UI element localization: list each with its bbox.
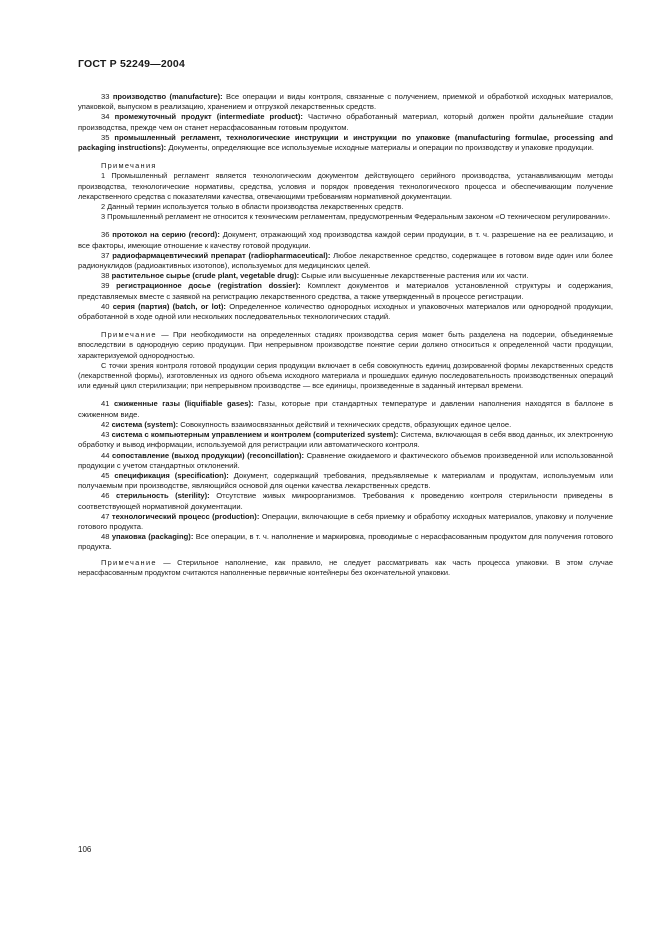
notes-heading: Примечания: [101, 161, 157, 171]
note-item-2: 2 Данный термин используется только в области производства лекарственных средств.: [101, 202, 404, 212]
term-entry-40: 40 серия (партия) (batch, or lot): Определенное количество однородных исходных и упаковочных материалов или однородной продукции, обработанной в ходе одной или нескольких последовательных технологических стадий.: [78, 301, 613, 322]
term-name: система (system):: [111, 419, 179, 429]
term-name: регистрационное досье (registration dossier):: [116, 281, 301, 291]
page-body: [78, 92, 613, 578]
term-entry-45: 45 спецификация (specification): Документ, содержащий требования, предъявляемые к материалам и продуктам, используемым или получаемым при производстве, являющийся основой для оценки качества лекарственных средств.: [78, 470, 613, 491]
term-name: радиофармацевтический препарат (radiopharmaceutical):: [112, 250, 331, 260]
term-definition: Все операции, в т. ч. наполнение и маркировка, проводимые с нерасфасованным продуктом для получения готового продукта.: [78, 532, 613, 552]
term-name: спецификация (specification):: [114, 470, 229, 480]
term-entry-34: 34 промежуточный продукт (intermediate product): Частично обработанный материал, который должен пройти дальнейшие стадии производства, прежде чем он станет нерасфасованным готовым продуктом.: [78, 112, 613, 132]
note-text: — При необходимости на определенных стадиях производства серия может быть разделена на подсерии, объединяемые впоследствии в однородную серию продукции. При непрерывном производстве понятие серии должно относиться к определенной части продукции, характеризуемой однородностью.: [78, 330, 613, 360]
term-name: система с компьютерным управлением и контролем (computerized system):: [111, 430, 399, 440]
term-definition: Отсутствие живых микроорганизмов. Требования к проведению контроля стерильности приведены в соответствующей нормативной документации.: [78, 491, 613, 511]
term-name: протокол на серию (record):: [112, 230, 220, 240]
note-packaging: [78, 558, 613, 578]
term-definition: Документ, содержащий требования, предъявляемые к материалам и продуктам, используемым или получаемым при производстве, являющийся основой для оценки качества лекарственных средств.: [78, 470, 613, 491]
note-batch-continued: С точки зрения контроля готовой продукции серия продукции включает в себя совокупность единиц дозированной формы лекарственных средств (лекарственной формы), изготовленных из одного объема исходного материала и прошедших единую последовательность производственных операций или единый цикл стерилизации; при непрерывном производстве — все единицы, произведенные в заданный интервал времени.: [78, 360, 613, 391]
term-definition: Газы, которые при стандартных температуре и давлении наполнения находятся в баллоне в сжиженном виде.: [78, 399, 613, 419]
term-definition: Документ, отражающий ход производства каждой серии продукции, в т. ч. разрешение на ее реализацию, и все факторы, имеющие отношение к качеству готовой продукции.: [78, 230, 613, 250]
term-entry-37: 37 радиофармацевтический препарат (radiopharmaceutical): Любое лекарственное средство, содержащее в готовом виде один или более радионуклидов (радиоактивных изотопов), используемых для медицинских целей.: [78, 250, 613, 271]
term-name: стерильность (sterility):: [115, 491, 210, 501]
term-name: промышленный регламент, технологические инструкции и инструкции по упаковке (manufacturing formulae, processing and packaging instructions):: [78, 132, 613, 153]
term-definition: Операции, включающие в себя приемку и обработку исходных материалов, упаковку и получение готового продукта.: [78, 511, 613, 531]
term-name: производство (manufacture):: [112, 92, 223, 101]
term-entry-43: 43 система с компьютерным управлением и контролем (computerized system): Система, включающая в себя ввод данных, их электронную обработку и вывод информации, используемой для регистрации или автоматического контроля.: [78, 430, 613, 450]
term-definition: Любое лекарственное средство, содержащее в готовом виде один или более радионуклидов (радиоактивных изотопов), используемых для медицинских целей.: [78, 250, 613, 271]
term-entry-33: 33 производство (manufacture): Все операции и виды контроля, связанные с получением, приемкой и обработкой исходных материалов, упаковкой, выпуском в реализацию, хранением и отгрузкой лекарственных средств.: [78, 92, 613, 112]
note-batch: [78, 330, 613, 361]
term-definition: Сравнение ожидаемого и фактического объемов произведенной или использованной продукции с учетом стандартных отклонений.: [78, 450, 613, 470]
term-name: упаковка (packaging):: [111, 532, 194, 542]
term-name: серия (партия) (batch, or lot):: [112, 301, 226, 311]
note-item-1: 1 Промышленный регламент является технологическим документом действующего серийного производства, устанавливающим методы производства, технологические нормативы, средства, условия и порядок проведения технологического процесса и обеспечивающим получение лекарственного средства с показателями качества, отвечающими требованиям нормативной документации.: [78, 171, 613, 201]
term-entry-46: 46 стерильность (sterility): Отсутствие живых микроорганизмов. Требования к проведению контроля стерильности приведены в соответствующей нормативной документации.: [78, 491, 613, 511]
term-entry-36: 36 протокол на серию (record): Документ, отражающий ход производства каждой серии продукции, в т. ч. разрешение на ее реализацию, и все факторы, имеющие отношение к качеству готовой продукции.: [78, 230, 613, 250]
term-entry-42: 42 система (system): Совокупность взаимосвязанных действий и технических средств, образующих единое целое.: [101, 419, 512, 429]
term-definition: Документы, определяющие все используемые исходные материалы и операции по производству и упаковке продукции.: [168, 143, 594, 153]
term-name: сжиженные газы (liquifiable gases):: [114, 399, 254, 409]
term-entry-48: 48 упаковка (packaging): Все операции, в т. ч. наполнение и маркировка, проводимые с нерасфасованным продуктом для получения готового продукта.: [78, 532, 613, 552]
term-definition: Сырые или высушенные лекарственные растения или их части.: [301, 271, 529, 281]
term-definition: Совокупность взаимосвязанных действий и технических средств, образующих единое целое.: [180, 419, 512, 429]
term-definition: Все операции и виды контроля, связанные с получением, приемкой и обработкой исходных материалов, упаковкой, выпуском в реализацию, хранением и отгрузкой лекарственных средств.: [78, 92, 613, 112]
term-definition: Система, включающая в себя ввод данных, их электронную обработку и вывод информации, используемой для регистрации или автоматического контроля.: [78, 430, 613, 450]
term-name: промежуточный продукт (intermediate product):: [114, 112, 303, 122]
note-item-3: 3 Промышленный регламент не относится к техническим регламентам, предусмотренным Федеральным законом «О техническом регулировании».: [101, 212, 611, 222]
term-entry-38: 38 растительное сырье (crude plant, vegetable drug): Сырые или высушенные лекарственные растения или их части.: [101, 271, 529, 281]
note-heading: Примечание: [101, 330, 157, 340]
term-definition: Частично обработанный материал, который должен пройти дальнейшие стадии производства, прежде чем он станет нерасфасованным готовым продуктом.: [78, 112, 613, 132]
term-entry-39: 39 регистрационное досье (registration dossier): Комплект документов и материалов установленной структуры и содержания, представляемых вместе с заявкой на регистрацию лекарственного средства, а также утвержденный в процессе регистрации.: [78, 281, 613, 301]
term-definition: Определенное количество однородных исходных и упаковочных материалов или однородной продукции, обработанной в ходе одной или нескольких последовательных технологических стадий.: [78, 301, 613, 322]
document-header: ГОСТ Р 52249—2004: [78, 58, 186, 70]
term-name: растительное сырье (crude plant, vegetable drug):: [111, 271, 300, 281]
term-entry-44: 44 сопоставление (выход продукции) (reconcillation): Сравнение ожидаемого и фактического объемов произведенной или использованной продукции с учетом стандартных отклонений.: [78, 450, 613, 470]
term-entry-47: 47 технологический процесс (production): Операции, включающие в себя приемку и обработку исходных материалов, упаковку и получение готового продукта.: [78, 511, 613, 531]
term-definition: Комплект документов и материалов установленной структуры и содержания, представляемых вместе с заявкой на регистрацию лекарственного средства, а также утвержденный в процессе регистрации.: [78, 281, 613, 301]
note-heading: Примечание: [101, 557, 157, 567]
note-text: — Стерильное наполнение, как правило, не следует рассматривать как часть процесса упаковки. В этом случае нерасфасованным продуктом считаются наполненные первичные контейнеры без окончательной упаковки.: [78, 557, 613, 577]
term-entry-35: 35 промышленный регламент, технологические инструкции и инструкции по упаковке (manufacturing formulae, processing and packaging instructions): Документы, определяющие все используемые исходные материалы и операции по производству и упаковке продукции.: [78, 132, 613, 153]
term-entry-41: 41 сжиженные газы (liquifiable gases): Газы, которые при стандартных температуре и давлении наполнения находятся в баллоне в сжиженном виде.: [78, 399, 613, 419]
term-name: технологический процесс (production):: [111, 511, 260, 521]
term-name: сопоставление (выход продукции) (reconcillation):: [112, 450, 305, 460]
page-number: 106: [78, 845, 92, 854]
